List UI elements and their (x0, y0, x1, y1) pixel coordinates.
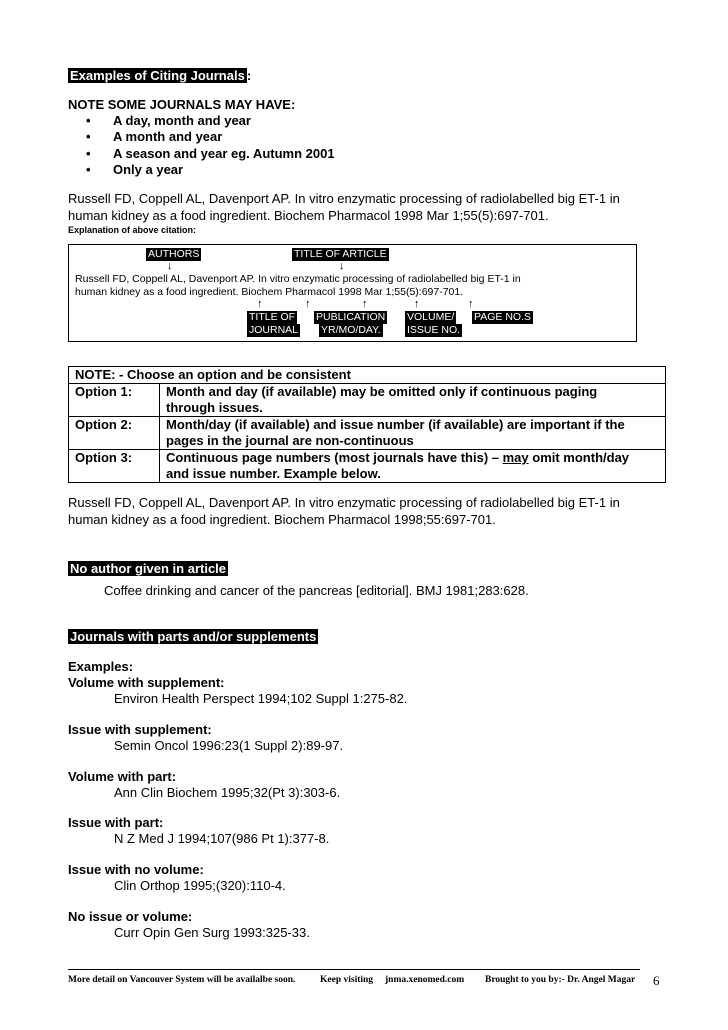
option-text-part: omit month/day (528, 450, 630, 465)
title-of-journal-tag (247, 311, 297, 324)
option-text-line: and issue number. Example below. (166, 466, 381, 481)
page-nos-tag (472, 311, 533, 324)
publication-tag (314, 311, 387, 324)
example-value: Ann Clin Biochem 1995;32(Pt 3):303-6. (114, 785, 341, 800)
footer-site-link[interactable]: jnma.xenomed.com (385, 975, 465, 985)
example-value: Clin Orthop 1995;(320):110-4. (114, 878, 286, 893)
footer-more-detail: More detail on Vancouver System will be availalbe soon. (68, 975, 296, 985)
option-row (69, 417, 666, 450)
note-bullet: • A month and year (86, 129, 223, 144)
publication-label-1: PUBLICATION (316, 311, 386, 323)
arrow-up-icon: ↑ (414, 298, 420, 310)
option-row (69, 450, 666, 483)
publication-tag (319, 324, 383, 337)
title-of-journal-tag (247, 324, 300, 337)
heading-parts-text: Journals with parts and/or supplements (70, 629, 317, 644)
note-bullet: • A day, month and year (86, 113, 251, 128)
note-bullet: • Only a year (86, 162, 184, 177)
options-header: NOTE: - Choose an option and be consistent (69, 367, 666, 384)
citation1-line1: Russell FD, Coppell AL, Davenport AP. In vitro enzymatic processing of radiolabelled big ET-1 in (68, 191, 620, 206)
option-row (69, 384, 666, 417)
examples-label: Examples: (68, 659, 134, 674)
citation-explanation-box (68, 244, 637, 342)
title-of-journal-label-1: TITLE OF (249, 311, 296, 323)
explanation-label: Explanation of above citation: (68, 225, 197, 235)
authors-tag (146, 248, 201, 261)
heading-citing-journals (68, 68, 251, 84)
example-value: N Z Med J 1994;107(986 Pt 1):377-8. (114, 831, 330, 846)
example-label: No issue or volume: (68, 909, 193, 924)
example-label: Volume with part: (68, 769, 177, 784)
note-bullet-text: A month and year (113, 129, 223, 144)
publication-label-2: YR/MO/DAY. (321, 324, 381, 336)
heading-no-author-text: No author given in article (70, 561, 227, 576)
example-value: Curr Opin Gen Surg 1993:325-33. (114, 925, 310, 940)
note-bullet: • A season and year eg. Autumn 2001 (86, 146, 335, 161)
option-text (160, 417, 666, 450)
no-author-example: Coffee drinking and cancer of the pancreas [editorial]. BMJ 1981;283:628. (104, 583, 529, 598)
option-text-line: through issues. (166, 400, 263, 415)
citation1-line2: human kidney as a food ingredient. Biochem Pharmacol 1998 Mar 1;55(5):697-701. (68, 208, 549, 223)
arrow-down-icon: ↓ (167, 260, 173, 272)
authors-label: AUTHORS (148, 248, 200, 260)
box-citation-line2: human kidney as a food ingredient. Biochem Pharmacol 1998 Mar 1;55(5):697-701. (75, 286, 464, 298)
volume-label-1: VOLUME/ (407, 311, 455, 323)
note-bullet-text: A season and year eg. Autumn 2001 (113, 146, 335, 161)
option-text-line: Month/day (if available) and issue number (if available) are important if the (166, 417, 625, 432)
option-text-line: Month and day (if available) may be omitted only if continuous paging (166, 384, 598, 399)
option-label: Option 1: (69, 384, 160, 417)
example-label: Issue with supplement: (68, 722, 212, 737)
options-header-row (69, 367, 666, 384)
arrow-down-icon: ↓ (339, 260, 345, 272)
citation2-line1: Russell FD, Coppell AL, Davenport AP. In vitro enzymatic processing of radiolabelled big ET-1 in (68, 495, 620, 510)
options-table (68, 366, 666, 483)
option-text-line: pages in the journal are non-continuous (166, 433, 414, 448)
note-bullet-text: Only a year (113, 162, 184, 177)
footer-keep-visiting: Keep visiting (320, 975, 374, 985)
arrow-up-icon: ↑ (468, 298, 474, 310)
example-label: Issue with no volume: (68, 862, 204, 877)
option-text-line (166, 450, 659, 466)
option-label: Option 3: (69, 450, 160, 483)
note-title: NOTE SOME JOURNALS MAY HAVE: (68, 97, 296, 112)
example-label: Volume with supplement: (68, 675, 225, 690)
heading-no-author (68, 561, 228, 577)
footer-brought-by: Brought to you by:- Dr. Angel Magar (485, 975, 636, 985)
heading-citing-text: Examples of Citing Journals (70, 68, 245, 83)
volume-label-2: ISSUE NO. (407, 324, 461, 336)
volume-tag (405, 324, 462, 337)
example-label: Issue with part: (68, 815, 164, 830)
citation2-line2: human kidney as a food ingredient. Biochem Pharmacol 1998;55:697-701. (68, 512, 496, 527)
example-value: Environ Health Perspect 1994;102 Suppl 1:275-82. (114, 691, 408, 706)
heading-parts-supplements (68, 629, 318, 645)
note-bullet-text: A day, month and year (113, 113, 251, 128)
option-text (160, 450, 666, 483)
page-nos-label: PAGE NO.S (474, 311, 531, 323)
option-text (160, 384, 666, 417)
arrow-up-icon: ↑ (257, 298, 263, 310)
title-of-journal-label-2: JOURNAL (249, 324, 299, 336)
option-label: Option 2: (69, 417, 160, 450)
box-citation-line1: Russell FD, Coppell AL, Davenport AP. In vitro enzymatic processing of radiolabelled big ET-1 in (75, 273, 521, 285)
arrow-up-icon: ↑ (362, 298, 368, 310)
footer-divider (68, 969, 640, 970)
title-of-article-label: TITLE OF ARTICLE (294, 248, 387, 260)
heading-colon: : (246, 68, 252, 83)
volume-tag (405, 311, 456, 324)
page-number: 6 (653, 973, 660, 988)
arrow-up-icon: ↑ (305, 298, 311, 310)
option-text-emphasis: may (502, 450, 529, 465)
example-value: Semin Oncol 1996:23(1 Suppl 2):89-97. (114, 738, 344, 753)
option-text-part: Continuous page numbers (most journals have this) – (166, 450, 503, 465)
